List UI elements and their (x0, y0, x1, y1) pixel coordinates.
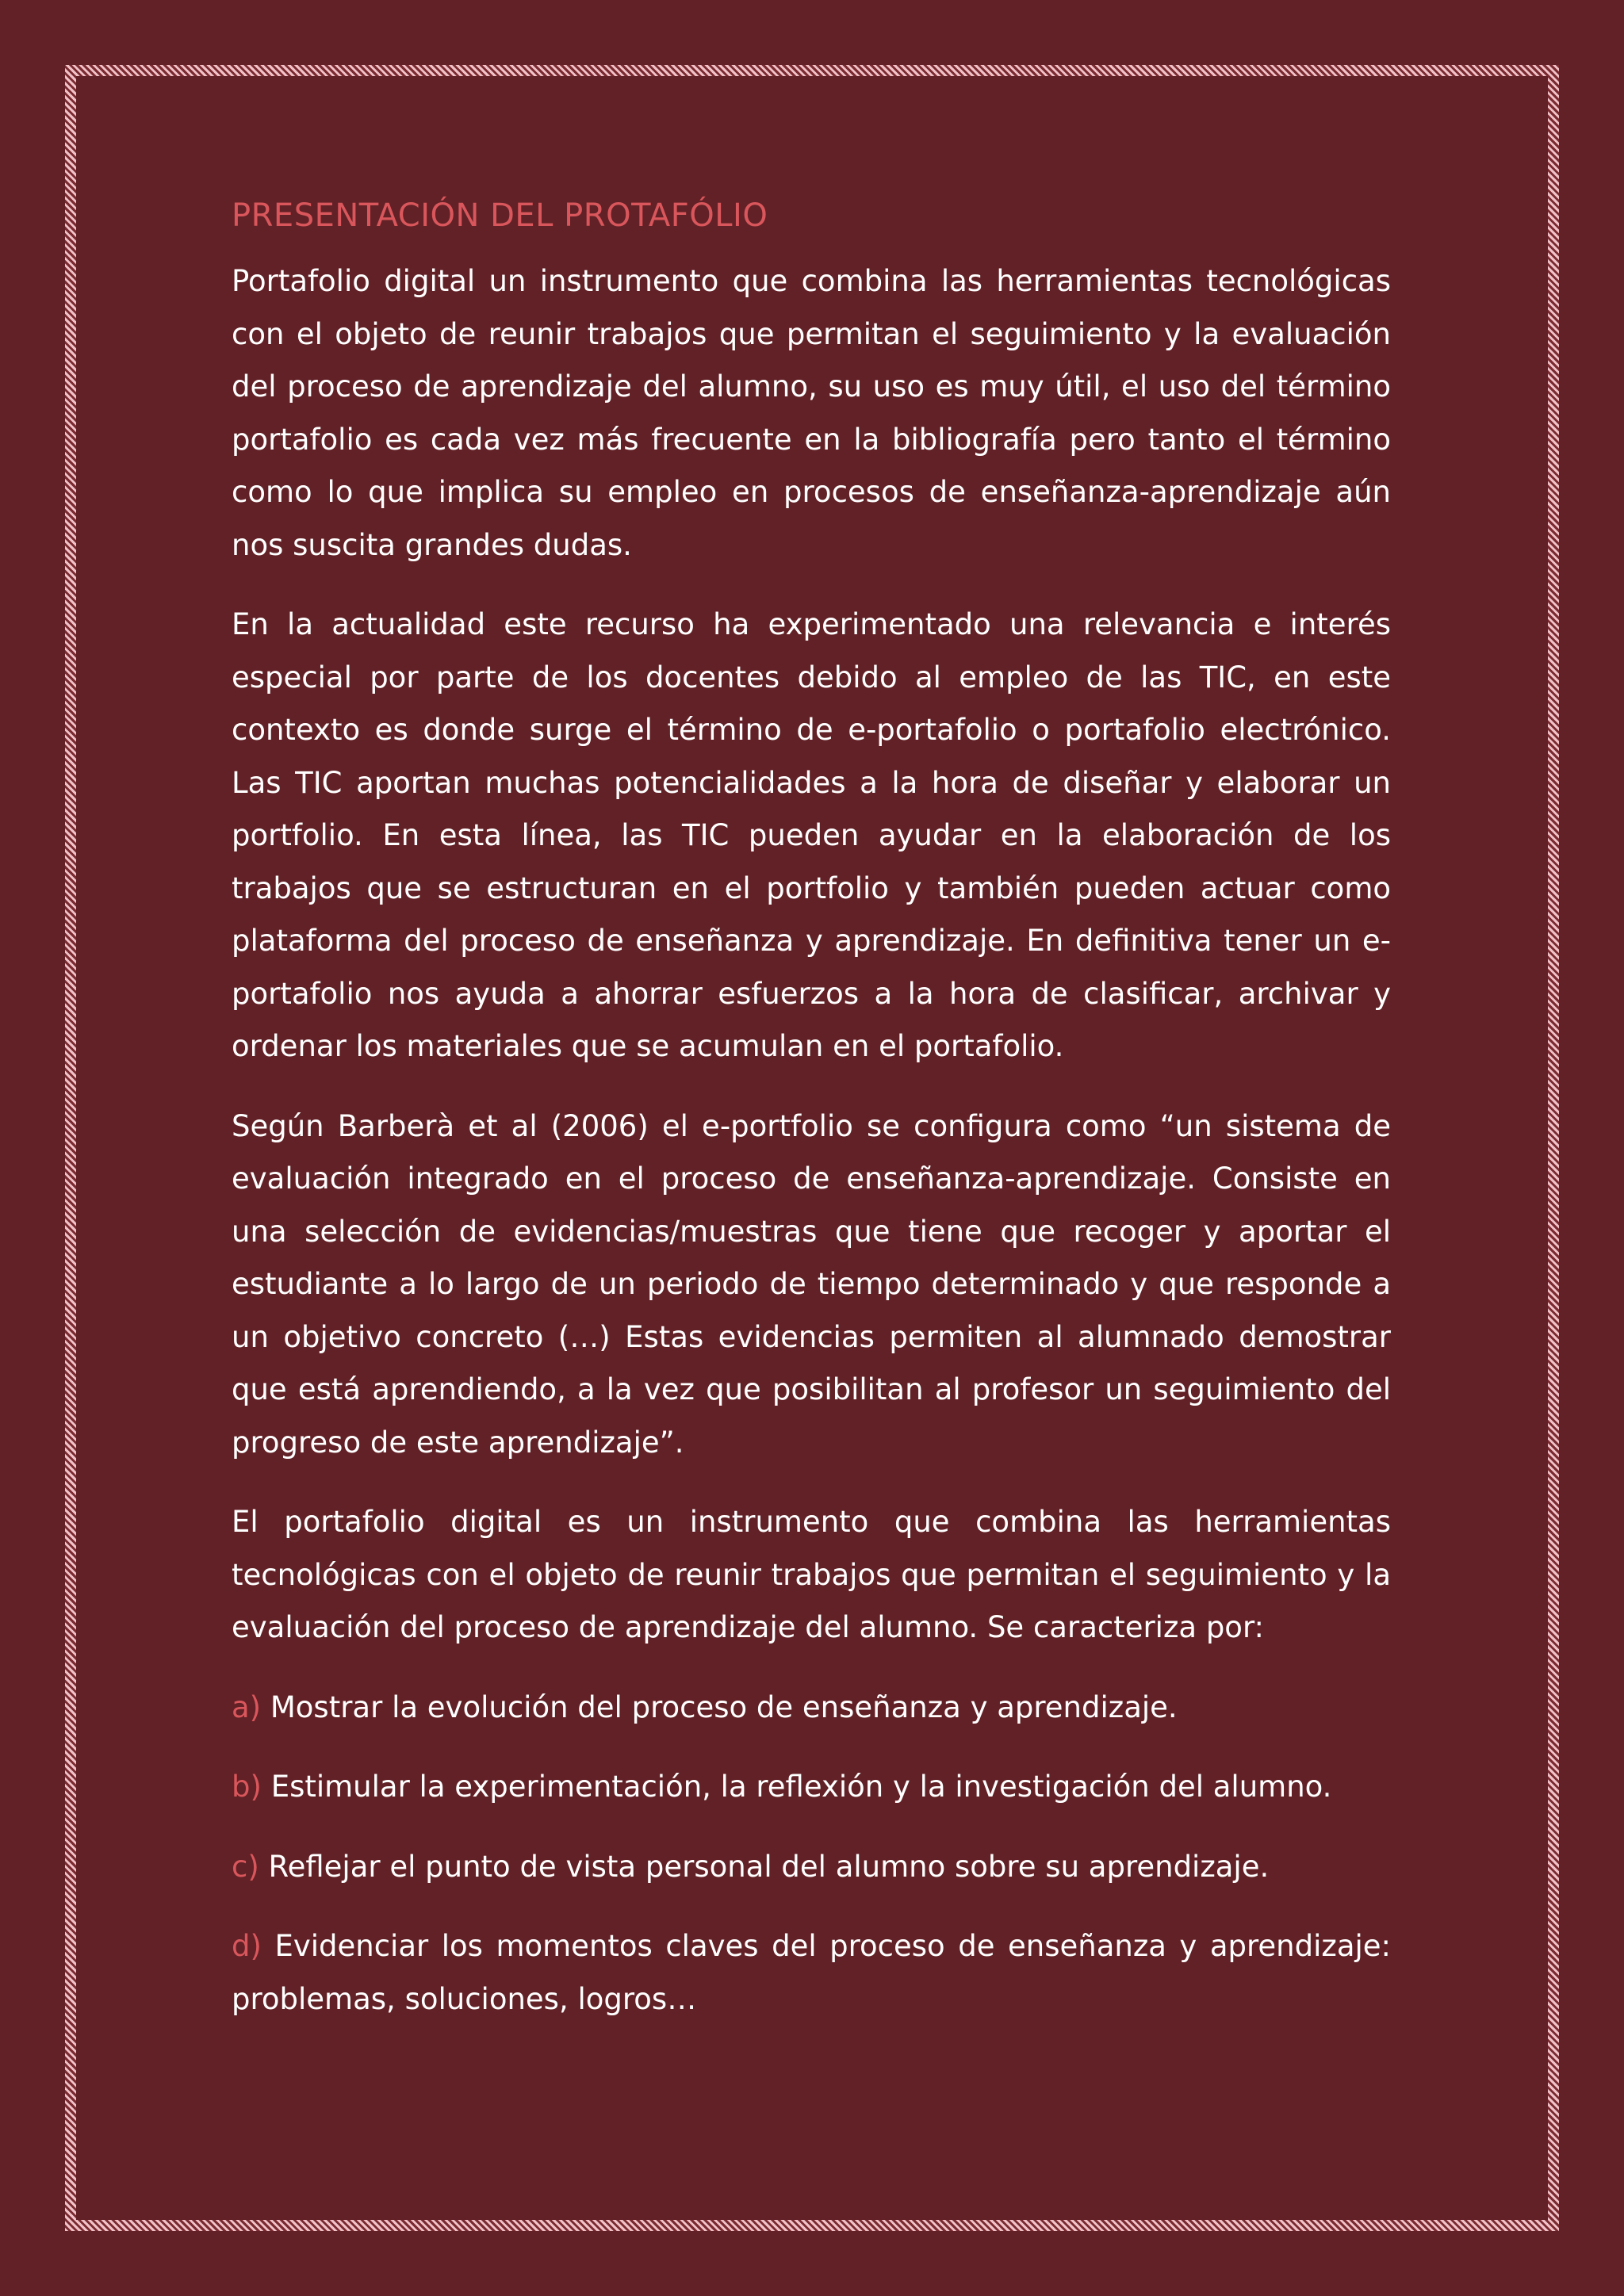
paragraph-tic: En la actualidad este recurso ha experimentado una relevancia e interés especial por parte de los docentes debido al empleo de las TIC, en este contexto es donde surge el término de e-portafolio o portafolio electrónico. Las TIC aportan muchas potencialidades a la hora de diseñar y elaborar un portfolio. En esta línea, las TIC pueden ayudar en la elaboración de los trabajos que se estructuran en el portfolio y también pueden actuar como plataforma del proceso de enseñanza y aprendizaje. En definitiva tener un e-portafolio nos ayuda a ahorrar esfuerzos a la hora de clasificar, archivar y ordenar los materiales que se acumulan en el portafolio. (232, 607, 1391, 1063)
document-body (232, 195, 1391, 2053)
list-item-text: Reflejar el punto de vista personal del alumno sobre su aprendizaje. (268, 1849, 1270, 1884)
list-item-text: Estimular la experimentación, la reflexión y la investigación del alumno. (270, 1770, 1332, 1804)
list-item (232, 1920, 1391, 2026)
list-marker: c) (232, 1849, 259, 1884)
list-item-text: Evidenciar los momentos claves del proceso de enseñanza y aprendizaje: problemas, soluciones, logros… (232, 1929, 1391, 2016)
paragraph-intro: Portafolio digital un instrumento que combina las herramientas tecnológicas con el objeto de reunir trabajos que permitan el seguimiento y la evaluación del proceso de aprendizaje del alumno, su uso es muy útil, el uso del término portafolio es cada vez más frecuente en la bibliografía pero tanto el término como lo que implica su empleo en procesos de enseñanza-aprendizaje aún nos suscita grandes dudas. (232, 264, 1391, 562)
list-marker: a) (232, 1689, 262, 1724)
paragraph-characteristics: El portafolio digital es un instrumento que combina las herramientas tecnológicas con el objeto de reunir trabajos que permitan el seguimiento y la evaluación del proceso de aprendizaje del alumno. Se caracteriza por: (232, 1505, 1391, 1644)
page-title: PRESENTACIÓN DEL PROTAFÓLIO (232, 197, 768, 234)
paragraph-barbera-quote: Según Barberà et al (2006) el e-portfolio se configura como “un sistema de evaluación integrado en el proceso de enseñanza-aprendizaje. Consiste en una selección de evidencias/muestras que tiene que recoger y aportar el estudiante a lo largo de un periodo de tiempo determinado y que responde a un objetivo concreto (…) Estas evidencias permiten al alumnado demostrar que está aprendiendo, a la vez que posibilitan al profesor un seguimiento del progreso de este aprendizaje”. (232, 1108, 1391, 1460)
list-marker: d) (232, 1929, 262, 1963)
list-item (232, 1761, 1391, 1814)
list-item (232, 1841, 1391, 1894)
list-item-text: Mostrar la evolución del proceso de enseñanza y aprendizaje. (270, 1689, 1178, 1724)
list-marker: b) (232, 1770, 262, 1804)
list-item (232, 1682, 1391, 1735)
